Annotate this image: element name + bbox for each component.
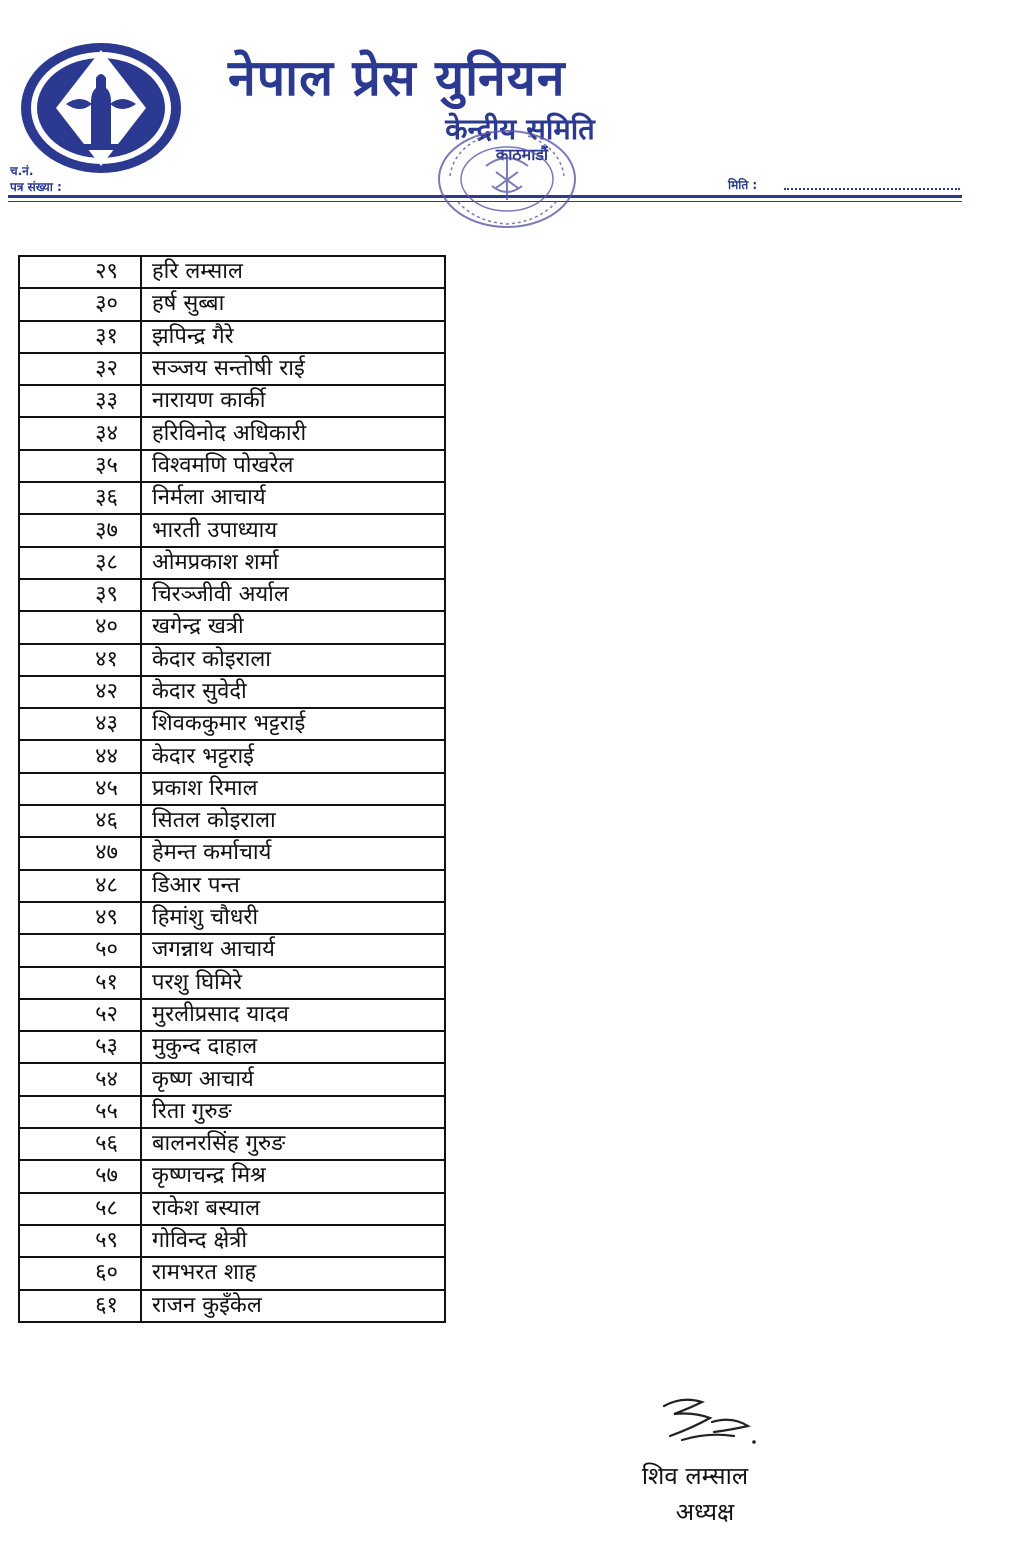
- table-row: [19, 999, 445, 1031]
- member-name-cell: रिता गुरुङ: [141, 1096, 445, 1128]
- table-row: [19, 579, 445, 611]
- signer-title: अध्यक्ष: [675, 1498, 735, 1526]
- date-label: मिति :: [728, 178, 758, 192]
- member-name-cell: केदार कोइराला: [141, 644, 445, 676]
- serial-number-cell: ५३: [19, 1031, 141, 1063]
- reference-number-label: च.नं.: [10, 164, 34, 178]
- member-name-cell: हिमांशु चौधरी: [141, 902, 445, 934]
- serial-number-cell: ५२: [19, 999, 141, 1031]
- member-name-cell: हेमन्त कर्माचार्य: [141, 837, 445, 869]
- table-row: [19, 805, 445, 837]
- member-name-cell: जगन्नाथ आचार्य: [141, 934, 445, 966]
- table-row: [19, 321, 445, 353]
- serial-number-cell: ४३: [19, 708, 141, 740]
- table-row: [19, 1257, 445, 1289]
- member-name-cell: मुरलीप्रसाद यादव: [141, 999, 445, 1031]
- table-row: [19, 1225, 445, 1257]
- serial-number-cell: ३३: [19, 385, 141, 417]
- table-row: [19, 708, 445, 740]
- organization-city: काठमाडौं: [495, 145, 549, 164]
- member-name-cell: सितल कोइराला: [141, 805, 445, 837]
- member-name-cell: हर्ष सुब्बा: [141, 288, 445, 320]
- table-row: [19, 773, 445, 805]
- member-name-cell: चिरञ्जीवी अर्याल: [141, 579, 445, 611]
- serial-number-cell: ४८: [19, 870, 141, 902]
- serial-number-cell: ३८: [19, 547, 141, 579]
- serial-number-cell: ४१: [19, 644, 141, 676]
- letterhead: [0, 0, 1012, 230]
- serial-number-cell: ३१: [19, 321, 141, 353]
- table-row: [19, 547, 445, 579]
- serial-number-cell: ५१: [19, 967, 141, 999]
- table-row: [19, 934, 445, 966]
- serial-number-cell: ४२: [19, 676, 141, 708]
- member-name-cell: विश्वमणि पोखरेल: [141, 450, 445, 482]
- signer-name: शिव लम्साल: [641, 1462, 749, 1490]
- serial-number-cell: ३४: [19, 417, 141, 449]
- member-name-cell: डिआर पन्त: [141, 870, 445, 902]
- member-name-cell: प्रकाश रिमाल: [141, 773, 445, 805]
- table-row: [19, 1128, 445, 1160]
- table-row: [19, 288, 445, 320]
- member-name-cell: खगेन्द्र खत्री: [141, 611, 445, 643]
- table-row: [19, 870, 445, 902]
- member-name-cell: नारायण कार्की: [141, 385, 445, 417]
- serial-number-cell: ५७: [19, 1160, 141, 1192]
- table-row: [19, 676, 445, 708]
- serial-number-cell: ५४: [19, 1063, 141, 1095]
- serial-number-cell: ३५: [19, 450, 141, 482]
- member-name-cell: कृष्ण आचार्य: [141, 1063, 445, 1095]
- table-row: [19, 514, 445, 546]
- member-name-cell: केदार भट्टराई: [141, 740, 445, 772]
- press-union-emblem-icon: [18, 40, 184, 176]
- member-name-cell: हरिविनोद अधिकारी: [141, 417, 445, 449]
- serial-number-cell: ६१: [19, 1290, 141, 1322]
- member-list-table: [18, 255, 446, 1323]
- table-row: [19, 385, 445, 417]
- serial-number-cell: ४९: [19, 902, 141, 934]
- serial-number-cell: ४७: [19, 837, 141, 869]
- serial-number-cell: ५९: [19, 1225, 141, 1257]
- table-row: [19, 1193, 445, 1225]
- organization-committee: केन्द्रीय समिति: [445, 112, 595, 146]
- member-name-cell: रामभरत शाह: [141, 1257, 445, 1289]
- serial-number-cell: ४५: [19, 773, 141, 805]
- serial-number-cell: ६०: [19, 1257, 141, 1289]
- date-blank-line: [784, 188, 960, 190]
- member-name-cell: भारती उपाध्याय: [141, 514, 445, 546]
- table-row: [19, 256, 445, 288]
- serial-number-cell: ४०: [19, 611, 141, 643]
- serial-number-cell: ५५: [19, 1096, 141, 1128]
- member-name-cell: मुकुन्द दाहाल: [141, 1031, 445, 1063]
- table-row: [19, 1096, 445, 1128]
- member-list-body: [19, 256, 445, 1322]
- table-row: [19, 1290, 445, 1322]
- table-row: [19, 417, 445, 449]
- table-row: [19, 1031, 445, 1063]
- serial-number-cell: ५०: [19, 934, 141, 966]
- member-name-cell: राजन कुइँकेल: [141, 1290, 445, 1322]
- table-row: [19, 1063, 445, 1095]
- serial-number-cell: ३०: [19, 288, 141, 320]
- serial-number-cell: २९: [19, 256, 141, 288]
- table-row: [19, 353, 445, 385]
- member-name-cell: ओमप्रकाश शर्मा: [141, 547, 445, 579]
- table-row: [19, 644, 445, 676]
- member-name-cell: हरि लम्साल: [141, 256, 445, 288]
- table-row: [19, 740, 445, 772]
- table-row: [19, 482, 445, 514]
- member-name-cell: राकेश बस्याल: [141, 1193, 445, 1225]
- table-row: [19, 902, 445, 934]
- table-row: [19, 611, 445, 643]
- serial-number-cell: ३७: [19, 514, 141, 546]
- serial-number-cell: ३२: [19, 353, 141, 385]
- member-name-cell: केदार सुवेदी: [141, 676, 445, 708]
- member-name-cell: झपिन्द्र गैरे: [141, 321, 445, 353]
- member-name-cell: कृष्णचन्द्र मिश्र: [141, 1160, 445, 1192]
- serial-number-cell: ५८: [19, 1193, 141, 1225]
- handwritten-signature: [652, 1392, 762, 1456]
- member-name-cell: शिवककुमार भट्टराई: [141, 708, 445, 740]
- serial-number-cell: ३९: [19, 579, 141, 611]
- member-name-cell: परशु घिमिरे: [141, 967, 445, 999]
- serial-number-cell: ४६: [19, 805, 141, 837]
- table-row: [19, 1160, 445, 1192]
- table-row: [19, 450, 445, 482]
- member-name-cell: निर्मला आचार्य: [141, 482, 445, 514]
- member-name-cell: सञ्जय सन्तोषी राई: [141, 353, 445, 385]
- member-name-cell: बालनरसिंह गुरुङ: [141, 1128, 445, 1160]
- serial-number-cell: ३६: [19, 482, 141, 514]
- member-name-cell: गोविन्द क्षेत्री: [141, 1225, 445, 1257]
- serial-number-cell: ५६: [19, 1128, 141, 1160]
- table-row: [19, 967, 445, 999]
- letter-number-label: पत्र संख्या :: [10, 180, 62, 194]
- serial-number-cell: ४४: [19, 740, 141, 772]
- office-seal-stamp: [436, 128, 578, 230]
- organization-name: नेपाल प्रेस युनियन: [228, 49, 566, 107]
- table-row: [19, 837, 445, 869]
